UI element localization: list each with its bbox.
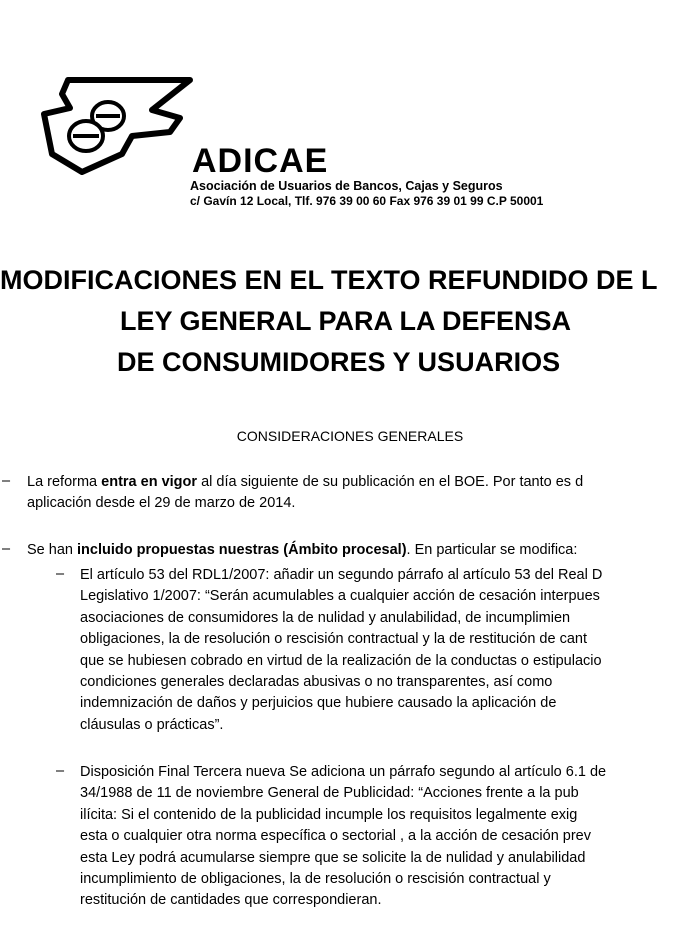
sub-bullet-final-provision [80,762,606,912]
bullet-proposals [27,540,577,561]
text-line: que se hubiesen cobrado en virtud de la realización de la conductas o estipulacio [80,652,602,669]
sub-bullet-article-53 [80,565,602,736]
section-heading: CONSIDERACIONES GENERALES [236,428,464,444]
sub-bullet-dash: – [56,566,65,582]
text-line: La reforma entra en vigor al día siguiente de su publicación en el BOE. Por tanto es d [27,474,584,490]
text-line: El artículo 53 del RDL1/2007: añadir un segundo párrafo al artículo 53 del Real D [80,567,603,583]
sub-bullet-dash: – [56,763,65,779]
text-line: obligaciones, la de resolución o rescisión contractual y la de restitución de cant [80,631,587,648]
text-line: ilícita: Si el contenido de la publicidad incumple los requisitos legalmente exig [80,806,578,823]
bullet-dash: – [2,473,11,489]
text-line: Disposición Final Tercera nueva Se adiciona un párrafo segundo al artículo 6.1 de [80,764,607,780]
text-line: Se han incluido propuestas nuestras (Ámbito procesal). En particular se modifica: [27,542,578,558]
text-line: incumplimiento de obligaciones, la de resolución o rescisión contractual y [80,871,551,888]
adicae-logo [40,72,670,212]
text-line: asociaciones de consumidores la de nulidad y anulabilidad, de incumplimien [80,609,571,626]
title-line-3: DE CONSUMIDORES Y USUARIOS [117,347,561,377]
bullet-entry-into-force [27,472,583,515]
text-line: cláusulas o prácticas”. [80,716,224,733]
title-line-2: LEY GENERAL PARA LA DEFENSA [120,306,572,336]
text-line: aplicación desde el 29 de marzo de 2014. [27,495,296,512]
text-line: esta o cualquier otra norma específica o sectorial , a la acción de cesación prev [80,828,591,845]
text-line: indemnización de daños y perjuicios que hubiere causado la aplicación de [80,695,557,712]
text-line: restitución de cantidades que correspondieran. [80,892,382,909]
document-title [0,260,673,383]
coins-map-icon [40,72,200,182]
text-line: 34/1988 de 11 de noviembre General de Publicidad: “Acciones frente a la pub [80,785,579,802]
brand-address: c/ Gavín 12 Local, Tlf. 976 39 00 60 Fax 976 39 01 99 C.P 50001 [190,194,544,208]
text-line: esta Ley podrá acumularse siempre que se solicite la de nulidad y anulabilidad [80,849,586,866]
brand-name: ADICAE [192,142,329,180]
text-line: Legislativo 1/2007: “Serán acumulables a cualquier acción de cesación interpues [80,588,600,605]
bullet-dash: – [2,541,11,557]
text-line: condiciones generales declaradas abusivas o no transparentes, así como [80,674,553,691]
brand-tagline: Asociación de Usuarios de Bancos, Cajas y Seguros [190,179,503,193]
title-line-1: MODIFICACIONES EN EL TEXTO REFUNDIDO DE L [0,265,658,295]
